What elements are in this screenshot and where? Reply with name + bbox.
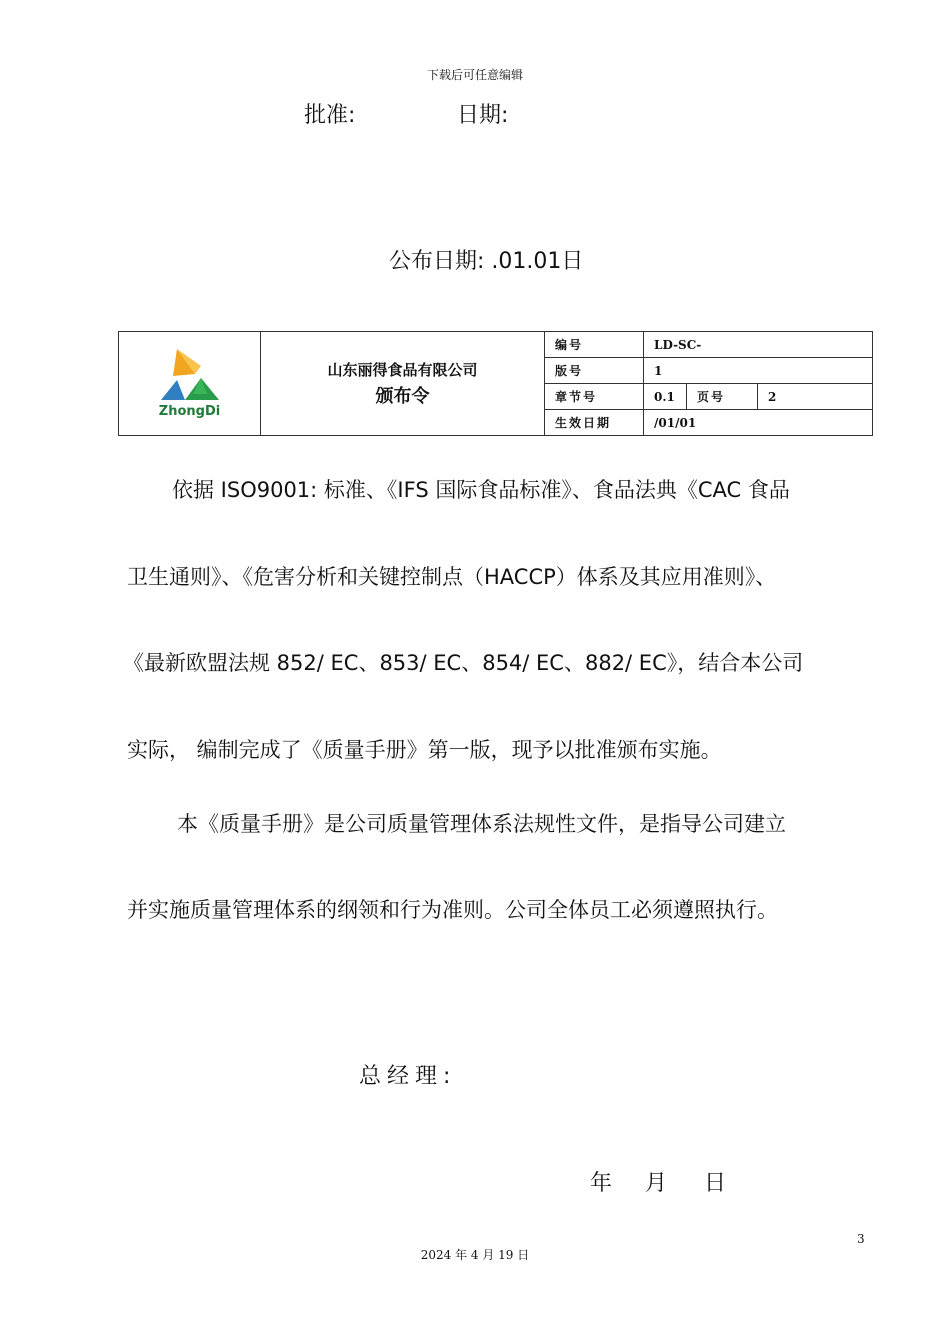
p1-line-4: 实际， 编制完成了《质量手册》第一版，现予以批准颁布实施。: [127, 738, 722, 762]
p2-line-2: 并实施质量管理体系的纲领和行为准则。公司全体员工必须遵照执行。: [127, 898, 778, 922]
zhongdi-logo-icon: [155, 344, 225, 406]
chapter-label: 章节号: [545, 384, 644, 410]
edition-label: 版号: [545, 358, 644, 384]
approve-label: 批准:: [304, 103, 356, 128]
document-type: 颁布令: [375, 386, 430, 407]
p1-line-1: 依据 ISO9001: 标准、《IFS 国际食品标准》、食品法典《CAC 食品: [172, 478, 790, 502]
document-control-table: [118, 331, 873, 436]
code-value: LD-SC-: [644, 332, 873, 358]
chapter-value: 0.1: [644, 384, 687, 410]
company-logo: [155, 344, 225, 424]
year-label: 年: [590, 1171, 613, 1196]
p1-line-2: 卫生通则》、《危害分析和关键控制点（HACCP）体系及其应用准则》、: [127, 565, 777, 589]
effective-date-value: /01/01: [644, 410, 873, 436]
general-manager-label: 总经理:: [359, 1064, 457, 1089]
day-label: 日: [704, 1171, 727, 1196]
company-name: 山东丽得食品有限公司: [327, 361, 478, 379]
effective-date-label: 生效日期: [545, 410, 644, 436]
header-note: 下载后可任意编辑: [426, 68, 523, 82]
approval-date-label: 日期:: [457, 103, 509, 128]
code-label: 编号: [545, 332, 644, 358]
signature-date: [590, 1166, 726, 1197]
logo-text: ZhongDi: [158, 403, 221, 419]
p1-line-3: 《最新欧盟法规 852/ EC、853/ EC、854/ EC、882/ EC》，结合本公司: [123, 651, 804, 675]
page-label: 页号: [687, 384, 758, 410]
logo-cell: [119, 332, 261, 436]
month-label: 月: [645, 1171, 668, 1196]
footer-date: 2024 年 4 月 19 日: [420, 1248, 530, 1262]
page-number: 3: [857, 1232, 865, 1246]
company-cell: [261, 332, 545, 436]
edition-value: 1: [644, 358, 873, 384]
page-value: 2: [758, 384, 873, 410]
p2-line-1: 本《质量手册》是公司质量管理体系法规性文件，是指导公司建立: [177, 812, 786, 836]
publish-date: 公布日期: .01.01日: [389, 249, 584, 274]
